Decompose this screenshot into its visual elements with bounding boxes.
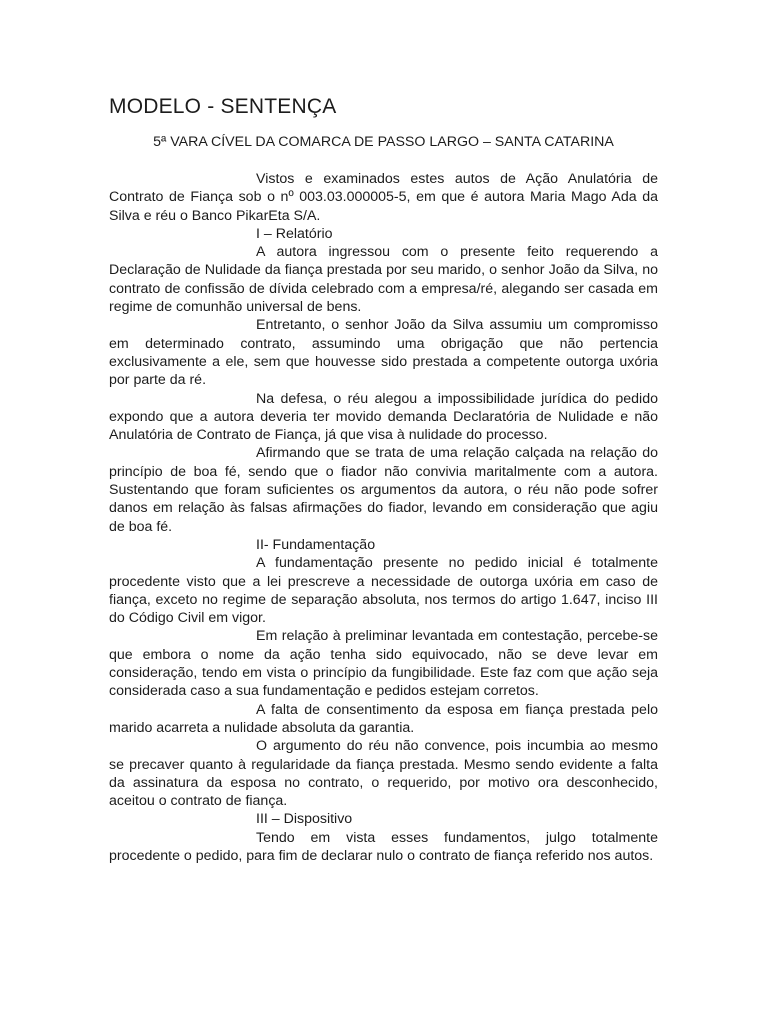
section-heading-fundamentacao: II- Fundamentação	[256, 536, 376, 553]
fundamentacao-paragraph-3: A falta de consentimento da esposa em fiança prestada pelo marido acarreta a nulidade absoluta da garantia.	[109, 701, 658, 736]
fundamentacao-paragraph-2: Em relação à preliminar levantada em contestação, percebe-se que embora o nome da ação tenha sido equivocado, não se deve levar em consideração, tendo em vista o princípio da fungibilidade. Este faz com que ação seja considerada caso a sua fundamentação e pedidos estejam corretos.	[109, 628, 658, 700]
dispositivo-paragraph-1: Tendo em vista esses fundamentos, julgo totalmente procedente o pedido, para fim de declarar nulo o contrato de fiança referido nos autos.	[109, 829, 658, 864]
relatorio-paragraph-2: Entretanto, o senhor João da Silva assumiu um compromisso em determinado contrato, assumindo uma obrigação que não pertencia exclusivamente a ele, sem que houvesse sido prestada a competente outorga uxória por parte da ré.	[109, 317, 658, 389]
court-heading: 5ª VARA CÍVEL DA COMARCA DE PASSO LARGO – SANTA CATARINA	[153, 134, 614, 150]
section-heading-dispositivo: III – Dispositivo	[256, 811, 353, 828]
relatorio-paragraph-3: Na defesa, o réu alegou a impossibilidade jurídica do pedido expondo que a autora deveria ter movido demanda Declaratória de Nulidade e não Anulatória de Contrato de Fiança, já que visa à nulidade do processo.	[109, 390, 658, 444]
section-heading-relatorio: I – Relatório	[256, 225, 333, 242]
fundamentacao-paragraph-4: O argumento do réu não convence, pois incumbia ao mesmo se precaver quanto à regularidade da fiança prestada. Mesmo sendo evidente a falta da assinatura da esposa no contrato, o requerido, por motivo ora desconhecido, aceitou o contrato de fiança.	[109, 738, 658, 810]
relatorio-paragraph-1: A autora ingressou com o presente feito requerendo a Declaração de Nulidade da fiança prestada por seu marido, o senhor João da Silva, no contrato de confissão de dívida celebrado com a empresa/ré, alegando ser casada em regime de comunhão universal de bens.	[109, 244, 658, 316]
document-body	[109, 170, 658, 865]
relatorio-paragraph-4: Afirmando que se trata de uma relação calçada na relação do princípio de boa fé, sendo que o fiador não convivia maritalmente com a autora. Sustentando que foram suficientes os argumentos da autora, o réu não pode sofrer danos em relação às falsas afirmações do fiador, levando em consideração que agiu de boa fé.	[109, 445, 658, 535]
document-title: MODELO - SENTENÇA	[109, 95, 337, 118]
intro-paragraph: Vistos e examinados estes autos de Ação Anulatória de Contrato de Fiança sob o nº 003.03.000005-5, em que é autora Maria Mago Ada da Silva e réu o Banco PikarEta S/A.	[109, 171, 658, 224]
fundamentacao-paragraph-1: A fundamentação presente no pedido inicial é totalmente procedente visto que a lei prescreve a necessidade de outorga uxória em caso de fiança, exceto no regime de separação absoluta, nos termos do artigo 1.647, inciso III do Código Civil em vigor.	[109, 555, 658, 627]
